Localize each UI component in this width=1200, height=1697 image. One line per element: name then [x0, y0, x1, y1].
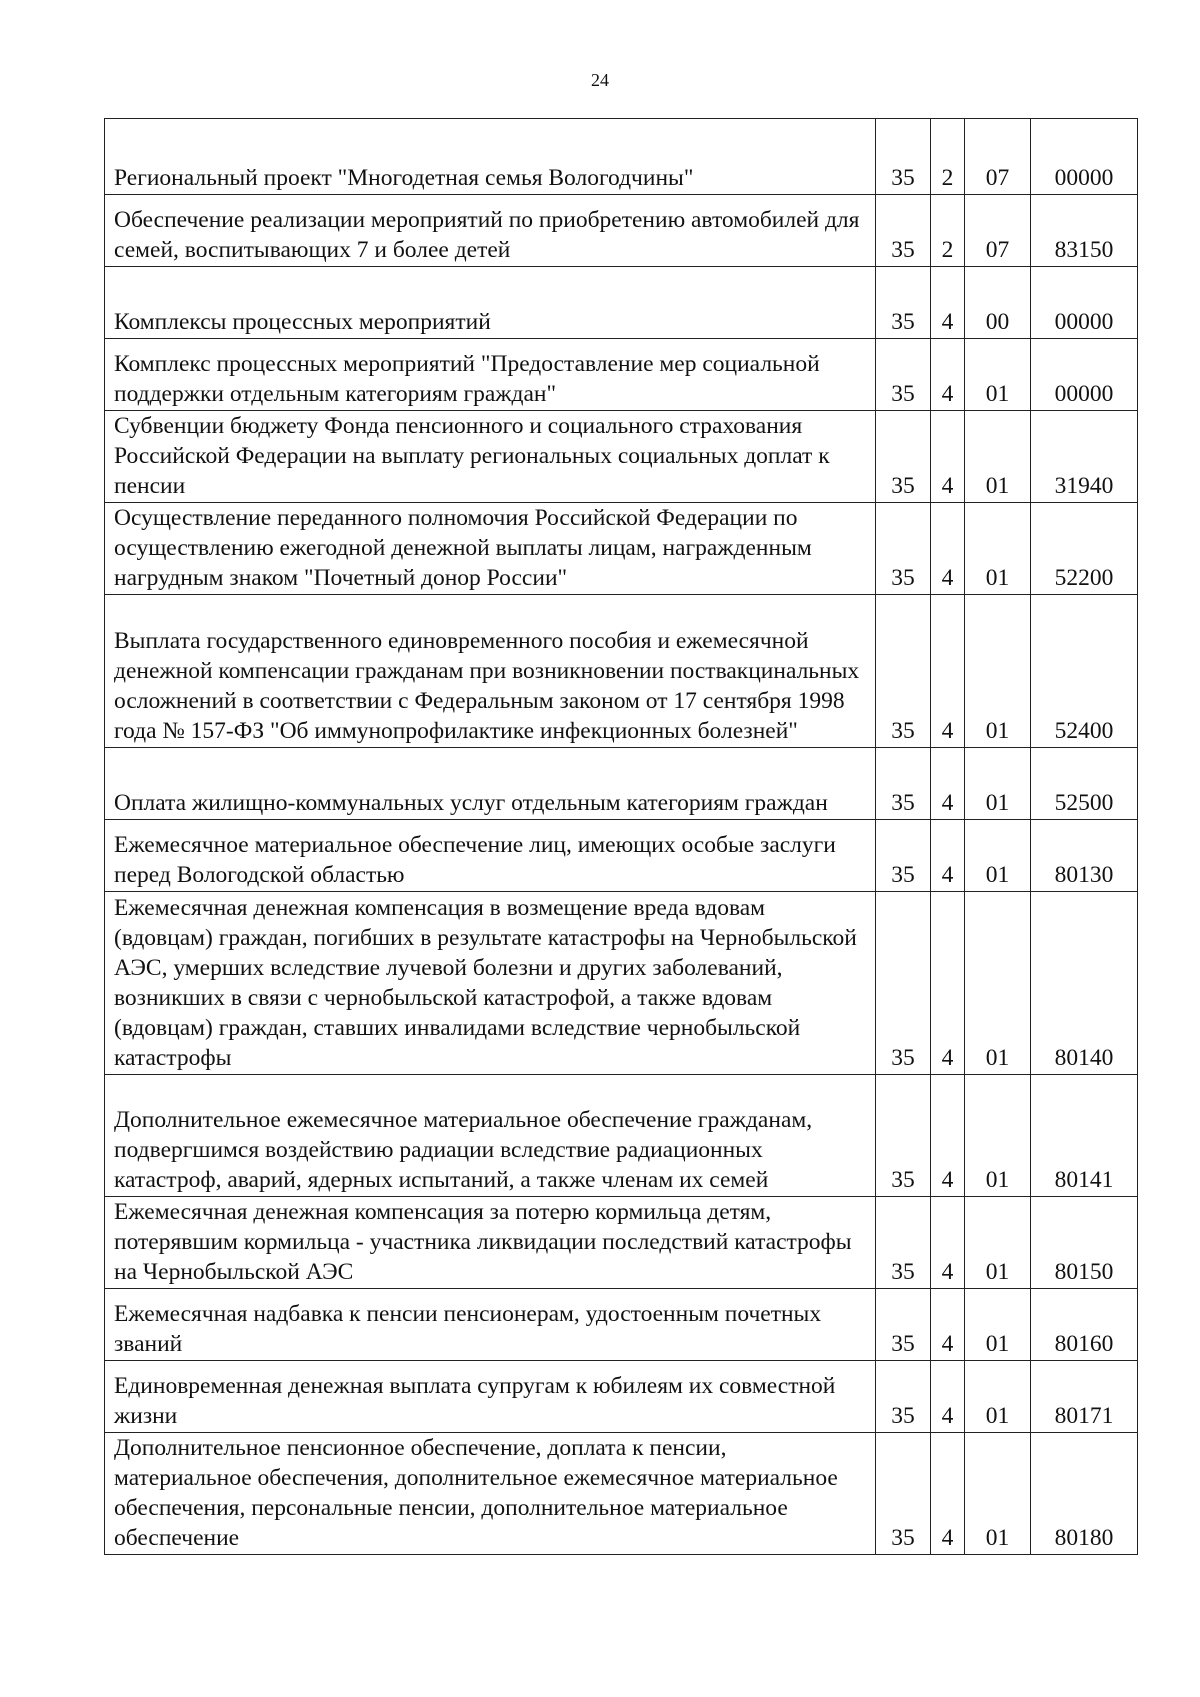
code-part-3-cell: 01 — [965, 1075, 1031, 1197]
row-name-cell: Ежемесячная денежная компенсация за потерю кормильца детям, потерявшим кормильца - участника ликвидации последствий катастрофы на Чернобыльской АЭС — [105, 1197, 876, 1289]
table-row — [105, 267, 1138, 339]
table-row — [105, 503, 1138, 595]
code-part-1-cell: 35 — [876, 267, 931, 339]
row-name-cell: Субвенции бюджету Фонда пенсионного и социального страхования Российской Федерации на выплату региональных социальных доплат к пенсии — [105, 411, 876, 503]
code-part-4-cell: 80130 — [1031, 820, 1138, 892]
code-part-3-cell: 01 — [965, 748, 1031, 820]
code-part-2-cell: 4 — [931, 748, 965, 820]
code-part-3-cell: 07 — [965, 195, 1031, 267]
code-part-4-cell: 00000 — [1031, 119, 1138, 195]
code-part-2-cell: 4 — [931, 892, 965, 1075]
table-row — [105, 748, 1138, 820]
code-part-3-cell: 01 — [965, 411, 1031, 503]
code-part-4-cell: 80171 — [1031, 1361, 1138, 1433]
code-part-1-cell: 35 — [876, 411, 931, 503]
table-row — [105, 1433, 1138, 1555]
table-row — [105, 119, 1138, 195]
code-part-2-cell: 4 — [931, 411, 965, 503]
page-number: 24 — [591, 70, 609, 90]
budget-classification-table — [104, 118, 1138, 1555]
code-part-1-cell: 35 — [876, 748, 931, 820]
code-part-1-cell: 35 — [876, 119, 931, 195]
table-row — [105, 339, 1138, 411]
row-name-cell: Ежемесячное материальное обеспечение лиц, имеющих особые заслуги перед Вологодской областью — [105, 820, 876, 892]
code-part-2-cell: 4 — [931, 1075, 965, 1197]
code-part-4-cell: 00000 — [1031, 339, 1138, 411]
code-part-1-cell: 35 — [876, 820, 931, 892]
row-name-cell: Единовременная денежная выплата супругам к юбилеям их совместной жизни — [105, 1361, 876, 1433]
code-part-2-cell: 4 — [931, 820, 965, 892]
code-part-4-cell: 52500 — [1031, 748, 1138, 820]
code-part-2-cell: 4 — [931, 503, 965, 595]
code-part-4-cell: 83150 — [1031, 195, 1138, 267]
table-row — [105, 1197, 1138, 1289]
code-part-2-cell: 4 — [931, 1289, 965, 1361]
code-part-4-cell: 80150 — [1031, 1197, 1138, 1289]
code-part-4-cell: 31940 — [1031, 411, 1138, 503]
code-part-3-cell: 01 — [965, 1433, 1031, 1555]
row-name-cell: Ежемесячная денежная компенсация в возмещение вреда вдовам (вдовцам) граждан, погибших в результате катастрофы на Чернобыльской АЭС, умерших вследствие лучевой болезни и других заболеваний, возникших в связи с чернобыльской катастрофой, а также вдовам (вдовцам) граждан, ставших инвалидами вследствие чернобыльской катастрофы — [105, 892, 876, 1075]
code-part-1-cell: 35 — [876, 1361, 931, 1433]
code-part-4-cell: 52400 — [1031, 595, 1138, 748]
code-part-1-cell: 35 — [876, 1197, 931, 1289]
table-row — [105, 195, 1138, 267]
table-row — [105, 820, 1138, 892]
code-part-1-cell: 35 — [876, 1075, 931, 1197]
row-name-cell: Осуществление переданного полномочия Российской Федерации по осуществлению ежегодной денежной выплаты лицам, награжденным нагрудным знаком "Почетный донор России" — [105, 503, 876, 595]
code-part-3-cell: 01 — [965, 892, 1031, 1075]
code-part-2-cell: 2 — [931, 195, 965, 267]
row-name-cell: Комплексы процессных мероприятий — [105, 267, 876, 339]
code-part-2-cell: 4 — [931, 595, 965, 748]
table-row — [105, 1075, 1138, 1197]
code-part-4-cell: 52200 — [1031, 503, 1138, 595]
table-row — [105, 892, 1138, 1075]
table-row — [105, 411, 1138, 503]
code-part-2-cell: 4 — [931, 1197, 965, 1289]
code-part-1-cell: 35 — [876, 892, 931, 1075]
row-name-cell: Оплата жилищно-коммунальных услуг отдельным категориям граждан — [105, 748, 876, 820]
code-part-1-cell: 35 — [876, 339, 931, 411]
code-part-4-cell: 00000 — [1031, 267, 1138, 339]
code-part-4-cell: 80141 — [1031, 1075, 1138, 1197]
row-name-cell: Дополнительное пенсионное обеспечение, доплата к пенсии, материальное обеспечения, дополнительное ежемесячное материальное обеспечения, персональные пенсии, дополнительное материальное обеспечение — [105, 1433, 876, 1555]
code-part-3-cell: 01 — [965, 1197, 1031, 1289]
code-part-3-cell: 01 — [965, 339, 1031, 411]
code-part-2-cell: 4 — [931, 339, 965, 411]
table-row — [105, 1289, 1138, 1361]
code-part-3-cell: 07 — [965, 119, 1031, 195]
code-part-1-cell: 35 — [876, 1433, 931, 1555]
code-part-1-cell: 35 — [876, 195, 931, 267]
row-name-cell: Ежемесячная надбавка к пенсии пенсионерам, удостоенным почетных званий — [105, 1289, 876, 1361]
code-part-2-cell: 4 — [931, 1433, 965, 1555]
code-part-4-cell: 80180 — [1031, 1433, 1138, 1555]
code-part-1-cell: 35 — [876, 595, 931, 748]
code-part-2-cell: 4 — [931, 1361, 965, 1433]
table-row — [105, 1361, 1138, 1433]
row-name-cell: Обеспечение реализации мероприятий по приобретению автомобилей для семей, воспитывающих 7 и более детей — [105, 195, 876, 267]
code-part-3-cell: 01 — [965, 503, 1031, 595]
code-part-3-cell: 01 — [965, 820, 1031, 892]
code-part-1-cell: 35 — [876, 503, 931, 595]
row-name-cell: Дополнительное ежемесячное материальное обеспечение гражданам, подвергшимся воздействию радиации вследствие радиационных катастроф, аварий, ядерных испытаний, а также членам их семей — [105, 1075, 876, 1197]
code-part-1-cell: 35 — [876, 1289, 931, 1361]
row-name-cell: Выплата государственного единовременного пособия и ежемесячной денежной компенсации гражданам при возникновении поствакцинальных осложнений в соответствии с Федеральным законом от 17 сентября 1998 года № 157-ФЗ "Об иммунопрофилактике инфекционных болезней" — [105, 595, 876, 748]
code-part-2-cell: 4 — [931, 267, 965, 339]
code-part-3-cell: 01 — [965, 595, 1031, 748]
row-name-cell: Комплекс процессных мероприятий "Предоставление мер социальной поддержки отдельным категориям граждан" — [105, 339, 876, 411]
code-part-3-cell: 01 — [965, 1361, 1031, 1433]
row-name-cell: Региональный проект "Многодетная семья Вологодчины" — [105, 119, 876, 195]
code-part-2-cell: 2 — [931, 119, 965, 195]
code-part-4-cell: 80140 — [1031, 892, 1138, 1075]
table-row — [105, 595, 1138, 748]
code-part-4-cell: 80160 — [1031, 1289, 1138, 1361]
code-part-3-cell: 00 — [965, 267, 1031, 339]
code-part-3-cell: 01 — [965, 1289, 1031, 1361]
